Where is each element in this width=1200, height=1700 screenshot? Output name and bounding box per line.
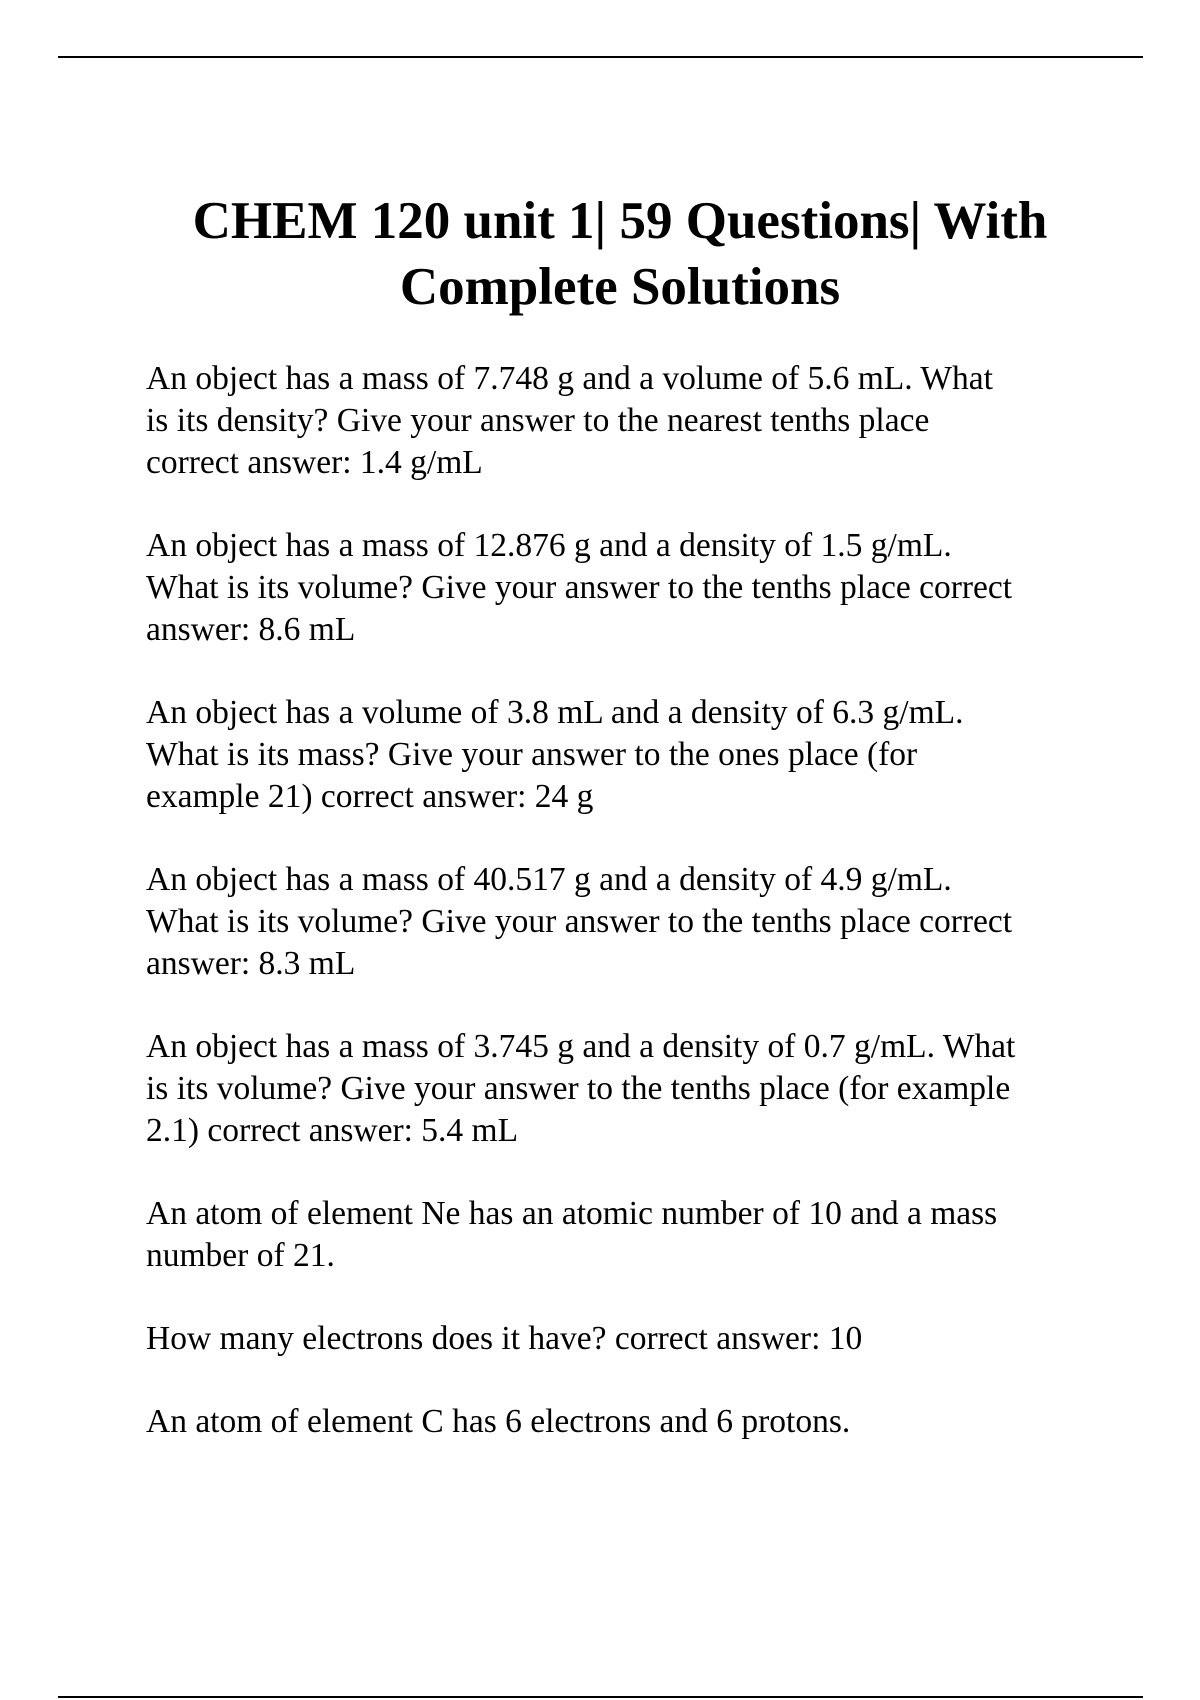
- text-line: An object has a mass of 12.876 g and a density of 1.5 g/mL.: [146, 527, 952, 564]
- text-line: 2.1) correct answer: 5.4 mL: [146, 1112, 519, 1149]
- question-paragraph-4: [146, 859, 1106, 985]
- question-paragraph-8: [146, 1401, 1106, 1443]
- text-line: An atom of element Ne has an atomic number of 10 and a mass: [146, 1195, 998, 1232]
- text-line: is its volume? Give your answer to the tenths place (for example: [146, 1070, 1011, 1107]
- text-line: What is its mass? Give your answer to the ones place (for: [146, 736, 918, 773]
- text-line: An atom of element C has 6 electrons and 6 protons.: [146, 1403, 851, 1440]
- text-line: An object has a mass of 40.517 g and a density of 4.9 g/mL.: [146, 861, 952, 898]
- bottom-divider: [58, 1696, 1143, 1698]
- text-line: example 21) correct answer: 24 g: [146, 778, 594, 815]
- question-paragraph-6: [146, 1193, 1106, 1277]
- text-line: is its density? Give your answer to the nearest tenths place: [146, 402, 930, 439]
- question-paragraph-5: [146, 1026, 1106, 1152]
- title-line-2: Complete Solutions: [399, 258, 841, 316]
- question-paragraph-7: [146, 1318, 1106, 1360]
- top-divider: [58, 56, 1143, 58]
- text-line: What is its volume? Give your answer to the tenths place correct: [146, 903, 1013, 940]
- text-line: What is its volume? Give your answer to the tenths place correct: [146, 569, 1013, 606]
- document-title: [130, 188, 1110, 320]
- text-line: answer: 8.3 mL: [146, 945, 356, 982]
- text-line: correct answer: 1.4 g/mL: [146, 444, 483, 481]
- title-line-1: CHEM 120 unit 1| 59 Questions| With: [192, 192, 1048, 250]
- text-line: An object has a volume of 3.8 mL and a density of 6.3 g/mL.: [146, 694, 964, 731]
- text-line: number of 21.: [146, 1237, 335, 1274]
- text-line: answer: 8.6 mL: [146, 611, 356, 648]
- document-body: [146, 358, 1106, 1484]
- text-line: How many electrons does it have? correct answer: 10: [146, 1320, 863, 1357]
- question-paragraph-1: [146, 358, 1106, 484]
- text-line: An object has a mass of 7.748 g and a volume of 5.6 mL. What: [146, 360, 993, 397]
- text-line: An object has a mass of 3.745 g and a density of 0.7 g/mL. What: [146, 1028, 1016, 1065]
- question-paragraph-3: [146, 692, 1106, 818]
- question-paragraph-2: [146, 525, 1106, 651]
